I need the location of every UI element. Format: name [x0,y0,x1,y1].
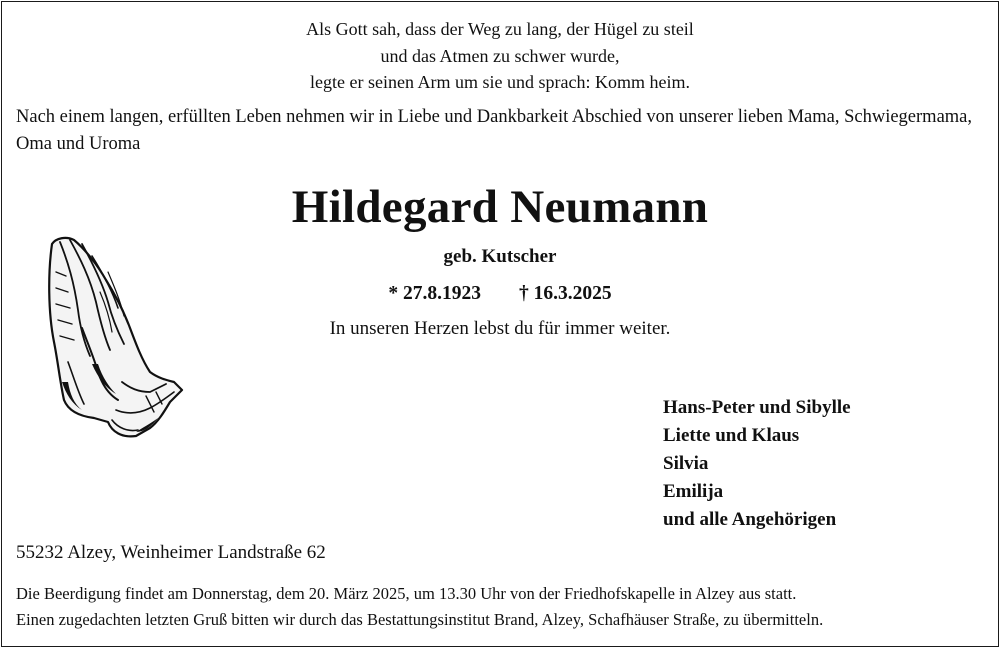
birth-date: * 27.8.1923 [388,283,481,304]
intro-text: Nach einem langen, erfüllten Leben nehmen wir in Liebe und Dankbarkeit Abschied von unserer lieben Mama, Schwiegermama, Oma und Uroma [16,107,973,154]
mourner: Hans-Peter und Sibylle [663,397,851,418]
mourner: Emilija [663,481,724,502]
mourner: und alle Angehörigen [663,509,837,530]
address: 55232 Alzey, Weinheimer Landstraße 62 [16,542,326,563]
funeral-info [16,581,991,633]
born-name: geb. Kutscher [443,246,557,267]
mourner: Liette und Klaus [663,425,800,446]
deceased-name: Hildegard Neumann [291,181,709,233]
mourners-list [663,394,851,534]
poem [0,16,1000,96]
motto: In unseren Herzen lebst du für immer weiter. [329,318,671,339]
poem-line: legte er seinen Arm um sie und sprach: Komm heim. [310,72,690,92]
poem-line: Als Gott sah, dass der Weg zu lang, der Hügel zu steil [306,19,694,39]
mourner: Silvia [663,453,709,474]
funeral-line: Die Beerdigung findet am Donnerstag, dem 20. März 2025, um 13.30 Uhr von der Friedhofskapelle in Alzey aus statt. [16,584,797,603]
poem-line: und das Atmen zu schwer wurde, [380,45,620,66]
praying-hands-icon [38,232,188,444]
funeral-line: Einen zugedachten letzten Gruß bitten wir durch das Bestattungsinstitut Brand, Alzey, Schafhäuser Straße, zu übermitteln. [16,610,824,629]
death-date: † 16.3.2025 [519,283,612,304]
